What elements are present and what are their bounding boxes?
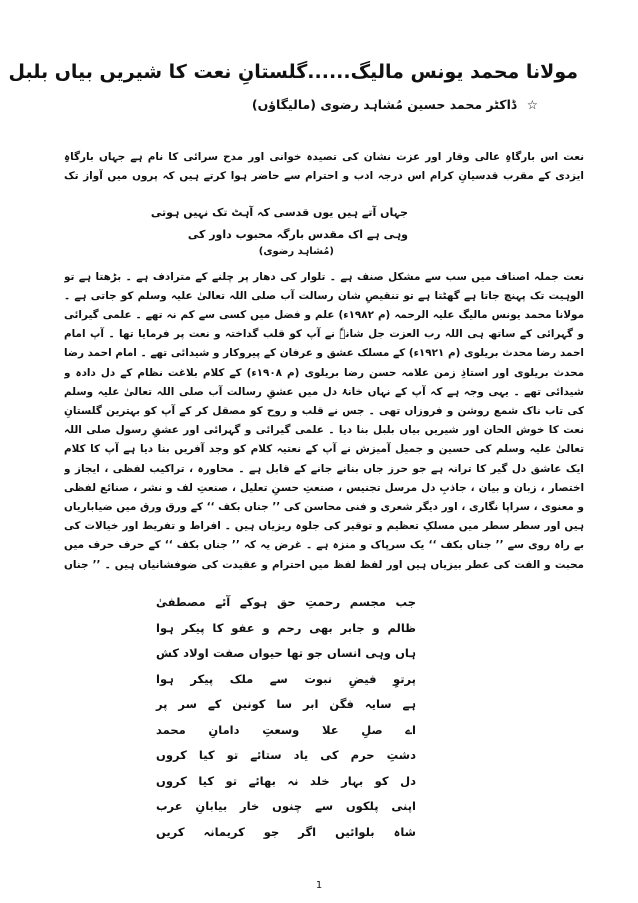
body-paragraph-2: مولانا محمد یونس مالیگ علیہ الرحمہ (م ۱۹۸۲ء) علم و فضل میں کسی سے کم نہ تھے ۔ علمی گیرائی و گہرائی کے ساتھ ہی اللہ رب العزت جل شانہٗ نے آپ کو قلب گداختہ و نعت پر فرمایا تھا ۔ آپ امام احمد رضا محدث بریلوی (م ۱۹۲۱ء) کے مسلک عشق و عرفان کے پیروکار و شیدائی تھے ۔ امام احمد رضا محدث بریلوی اور استاذِ زمن علامہ حسن رضا بریلوی (م ۱۹۰۸ء) کے کلام بلاغت نظام کے دل دادہ و شیدائی تھے ۔ یہی وجہ ہے کہ آپ کے نہاں خانۂ دل میں عشقِ رسالت آب صلی اللہ تعالیٰ علیہ وسلم کی تاب ناک شمع روشن و فروزاں تھی ۔ جس نے قلب و روح کو مصقل کر کے آپ کو بہترین گلستانِ نعت کا خوش الحان اور شیریں بیاں بلبل بنا دیا ۔ علمی گیرائی و گہرائی اور عشقِ رسول صلی اللہ تعالیٰ علیہ وسلم کی حسین و جمیل آمیزش نے آپ کے نعتیہ کلام کو وجد آفریں بنا دیا ہے آپ کا کلام ایک عاشق دل گیر کا ترانہ ہے جو حرز جاں بنانے جانے کے قابل ہے ۔ محاورہ ، تراکیب لفظی ، ایجاز و اختصار ، زبان و بیان ، جاذبِ دل مرسل تجنیس ، صنعتِ حسنِ تعلیل ، صنعتِ لف و نشر ، صنائع لفظی و معنوی ، سراپا نگاری ، اور دیگر شعری و فنی محاسن کی ’’ جناں بکف ‘‘ کے ورق ورق میں ضیاباریاں ہیں اور سطر سطر میں مسلکِ تعظیم و توقیر کی جلوہ ریزیاں ہیں ۔ افراط و تفریط اور خیالات کی بے راہ روی سے ’’ جناں بکف ‘‘ یک سرپاک و منزہ ہے ۔ غرض یہ کہ ’’ جناں بکف ‘‘ کے حرف حرف میں محبت و الفت کی عطر بیزیاں ہیں اور لفظ لفظ میں احترام و عقیدت کی ضوفشانیاں ہیں ۔ ’’ جناں: [64, 309, 584, 571]
couplet-signature: (مُشاہد رضوی): [258, 246, 334, 257]
poem-verses: [156, 590, 416, 845]
author-name: ڈاکٹر محمد حسین مُشاہد رضوی (مالیگاؤں): [251, 97, 517, 112]
poem-line: ہے سایہ فگن ابر سا کونین کے سر پر: [156, 697, 416, 711]
poem-line: دل کو بہار خلد نہ بھائے تو کیا کروں: [156, 773, 416, 788]
article-title: مولانا محمد یونس مالیگ......گلستانِ نعت کا شیریں بیاں بلبل: [8, 61, 578, 83]
page-number: 1: [315, 880, 323, 891]
poem-line: پرتوِ فیضِ نبوت سے ملک پیکر ہوا: [156, 671, 416, 686]
poem-line: اے صلِ علا وسعتِ دامانِ محمد: [156, 722, 416, 737]
opening-couplet: [151, 202, 408, 246]
poem-line: ہاں وہی انساں جو تھا حیواں صفت اولاد کش: [156, 646, 416, 660]
star-icon: ☆: [526, 97, 538, 112]
couplet-line-2: وہی ہے اک مقدس بارگہ محبوب داور کی: [187, 228, 408, 241]
poem-line: دشتِ حرم کی یاد ستائے تو کیا کروں: [156, 748, 416, 762]
poem-line: جب مجسم رحمتِ حق ہوکے آئے مصطفیٰ: [156, 595, 416, 609]
poem-line: ظالم و جابر بھی رحم و عفو کا پیکر ہوا: [156, 620, 416, 635]
author-line: [60, 96, 538, 114]
body-paragraph-1: نعت جملہ اصناف میں سب سے مشکل صنف ہے ۔ تلوار کی دھار پر چلنے کے مترادف ہے ۔ بڑھتا ہے تو الوہیت تک پہنچ جاتا ہے گھٹتا ہے تو تنقیصِ شان رسالت آب صلی اللہ تعالیٰ علیہ وسلم کو جاتی ہے ۔: [64, 271, 584, 303]
poem-line: اپنی پلکوں سے چنوں خار بیابانِ عرب: [156, 799, 416, 813]
intro-paragraph: نعت اس بارگاہِ عالی وقار اور عزت نشان کی تصیدہ خوانی اور مدح سرائی کا نام ہے جہاں بارگاہِ ایزدی کے مقرب قدسیانِ کرام اس درجہ ادب و احترام سے حاضر ہوا کرتے ہیں کہ پروں میں آواز تک: [64, 151, 584, 183]
poem-line: شاہ بلوائیں اگر جو کریمانہ کریں: [156, 824, 416, 839]
couplet-line-1: جہاں آتے ہیں یوں قدسی کہ آہٹ تک نہیں ہوتی: [150, 206, 408, 219]
